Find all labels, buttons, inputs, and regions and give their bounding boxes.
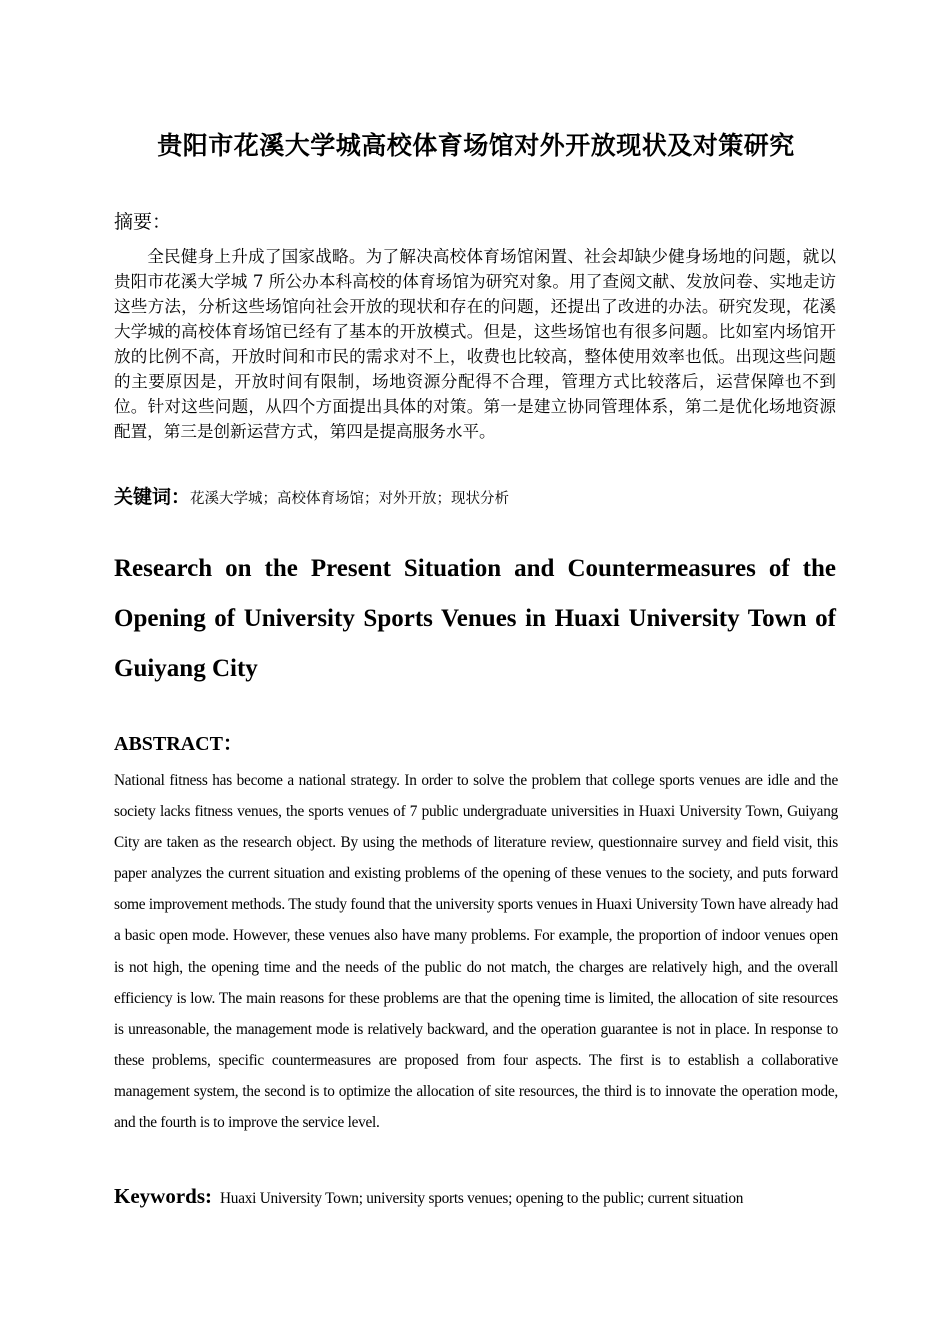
english-keywords-label: Keywords:	[114, 1184, 212, 1208]
english-title: Research on the Present Situation and Countermeasures of the Opening of University Sports Venues in Huaxi University Town of Guiyang City	[114, 555, 836, 682]
english-abstract-body: National fitness has become a national strategy. In order to solve the problem that college sports venues are idle and the society lacks fitness venues, the sports venues of 7 public undergraduate universities in Huaxi University Town, Guiyang City are taken as the research object. By using the methods of literature review, questionnaire survey and field visit, this paper analyzes the current situation and existing problems of the opening of these venues to the society, and puts forward some improvement methods. The study found that the university sports venues in Huaxi University Town have already had a basic open mode. However, these venues also have many problems. For example, the proportion of indoor venues open is not high, the opening time and the needs of the public do not match, the charges are relatively high, and the overall efficiency is low. The main reasons for these problems are that the opening time is limited, the allocation of site resources is unreasonable, the management mode is relatively backward, and the operation guarantee is not in place. In response to these problems, specific countermeasures are proposed from four aspects. The first is to establish a collaborative management system, the second is to optimize the allocation of site resources, the third is to innovate the operation mode, and the fourth is to improve the service level.	[114, 772, 838, 1132]
chinese-abstract-label: 摘要：	[114, 211, 172, 233]
chinese-title: 贵阳市花溪大学城高校体育场馆对外开放现状及对策研究	[157, 131, 795, 160]
chinese-keywords-text: 花溪大学城；高校体育场馆；对外开放；现状分析	[190, 491, 510, 507]
chinese-abstract-body: 全民健身上升成了国家战略。为了解决高校体育场馆闲置、社会却缺少健身场地的问题，就以贵阳市花溪大学城 7 所公办本科高校的体育场馆为研究对象。用了查阅文献、发放问卷、实地走访这些方法，分析这些场馆向社会开放的现状和存在的问题，还提出了改进的办法。研究发现，花溪大学城的高校体育场馆已经有了基本的开放模式。但是，这些场馆也有很多问题。比如室内场馆开放的比例不高，开放时间和市民的需求对不上，收费也比较高，整体使用效率也低。出现这些问题的主要原因是，开放时间有限制，场地资源分配得不合理，管理方式比较落后，运营保障也不到位。针对这些问题，从四个方面提出具体的对策。第一是建立协同管理体系，第二是优化场地资源配置，第三是创新运营方式，第四是提高服务水平。	[114, 247, 836, 441]
chinese-keywords-label: 关键词：	[114, 486, 191, 508]
english-keywords-text: Huaxi University Town; university sports venues; opening to the public; current situation	[220, 1190, 744, 1207]
english-abstract-label: ABSTRACT：	[114, 733, 243, 755]
english-keywords	[114, 1180, 838, 1215]
chinese-keywords	[114, 482, 838, 514]
